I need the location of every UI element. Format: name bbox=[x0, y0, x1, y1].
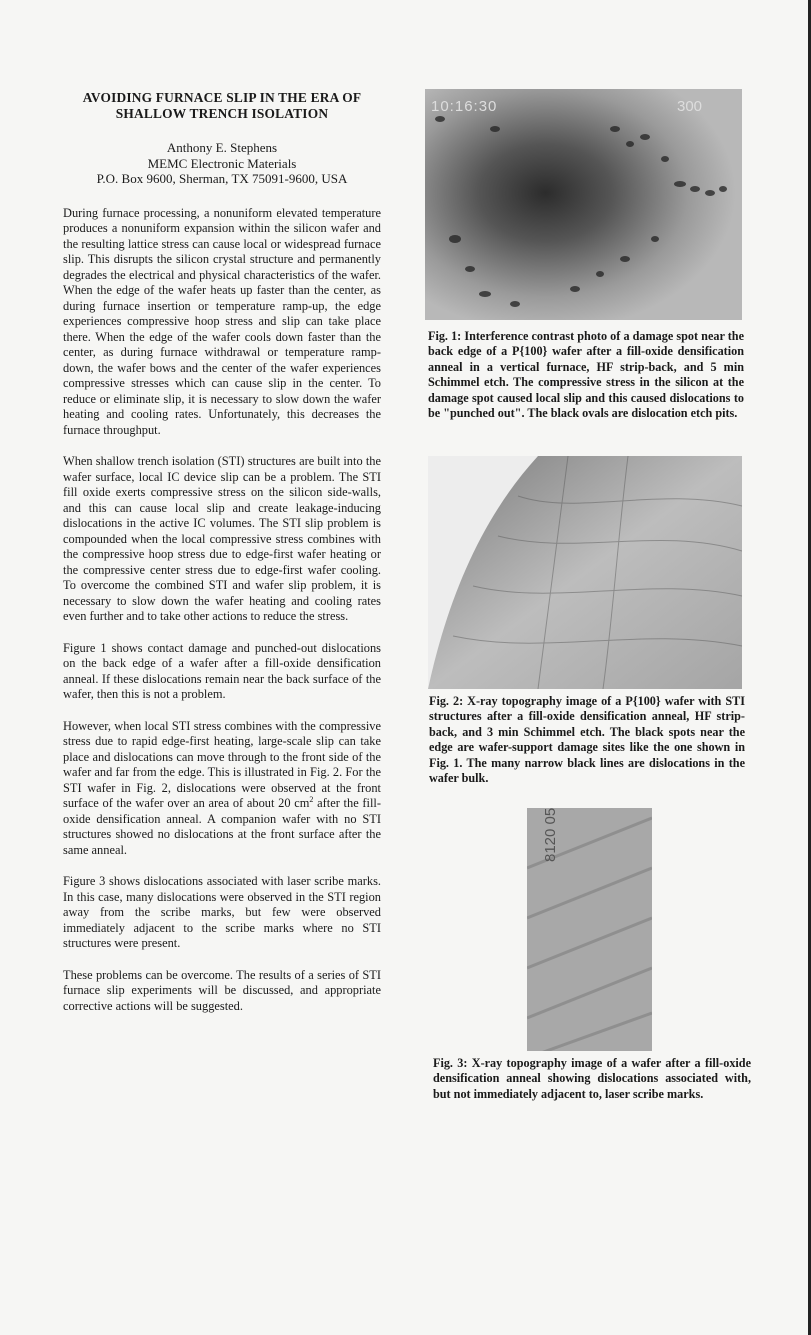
author-name: Anthony E. Stephens bbox=[166, 140, 278, 155]
figure-3-image bbox=[527, 808, 652, 1051]
figure-1-overlay-left: 10:16:30 bbox=[431, 98, 498, 115]
paragraph-5: Figure 3 shows dislocations associated with laser scribe marks. In this case, many dislocations were observed in the STI region away from the scribe marks, but few were observed immediately adjacent to the scribe marks where no STI structures were present. bbox=[63, 874, 381, 950]
paragraph-4-text-a: However, when local STI stress combines with the compressive stress due to rapid edge-first heating, large-scale slip can take place and dislocations can move through to the front side of the wafer and far from the edge. This is illustrated in Fig. 2. For the STI wafer in Fig. 2, dislocations were observed at the front surface of the wafer over an area of about 20 cm bbox=[63, 718, 381, 810]
figure-2-caption: Fig. 2: X-ray topography image of a P{100} wafer with STI structures after a fill-oxide densification anneal, HF strip-back, and 3 min Schimmel etch. The black spots near the edge are wafer-support damage sites like the one shown in Fig. 1. The many narrow black lines are dislocations in the wafer bulk. bbox=[429, 694, 745, 786]
figure-1-image bbox=[425, 89, 742, 320]
figure-2-topograph bbox=[428, 456, 742, 689]
figure-3-topograph bbox=[527, 808, 652, 1051]
text-column bbox=[63, 90, 381, 1014]
paragraph-3: Figure 1 shows contact damage and punched-out dislocations on the back edge of a wafer after a fill-oxide densification anneal. If these dislocations remain near the back surface of the wafer, then this is not a problem. bbox=[63, 640, 381, 701]
figure-3-overlay: 8120 05 bbox=[542, 808, 559, 862]
affiliation: MEMC Electronic Materials bbox=[147, 155, 297, 171]
paper-title bbox=[63, 90, 381, 122]
author-block bbox=[63, 140, 381, 187]
paragraph-2: When shallow trench isolation (STI) structures are built into the wafer surface, local IC device slip can be a problem. The STI fill oxide exerts compressive stress on the silicon side-walls, and this can cause local slip and create leakage-inducing dislocations in the active IC volumes. The STI slip problem is compounded when the local compressive stress combines with the compressive hoop stress due to edge-first wafer heating or the compressive center stress due to edge-first wafer cooling. To overcome the combined STI and wafer slip problem, it is necessary to slow down the wafer heating and cooling rates even further and to take other actions to reduce the stress. bbox=[63, 454, 381, 623]
paragraph-6: These problems can be overcome. The results of a series of STI furnace slip experiments will be discussed, and appropriate corrective actions will be suggested. bbox=[63, 967, 381, 1013]
figure-1-caption: Fig. 1: Interference contrast photo of a damage spot near the back edge of a P{100} wafer after a fill-oxide densification anneal in a vertical furnace, HF strip-back, and 5 min Schimmel etch. The compressive stress in the silicon at the damage spot caused local slip and this caused dislocations to be "punched out". The black ovals are dislocation etch pits. bbox=[428, 329, 744, 421]
figure-1-overlay-right: 300 bbox=[677, 98, 703, 115]
paragraph-1: During furnace processing, a nonuniform elevated temperature produces a nonuniform expansion within the silicon wafer and the resulting lattice stress can cause local or widespread furnace slip. This disrupts the silicon crystal structure and permanently degrades the electrical and physical characteristics of the wafer. When the edge of the wafer heats up faster than the center, as during furnace insertion or temperature ramp-up, the edge experiences compressive hoop stress and slip can take place there. When the edge of the wafer cools down faster than the center, as during furnace withdrawal or temperature ramp-down, the wafer bows and the center of the wafer experiences compressive stresses which can cause slip in the center. To reduce or eliminate slip, it is necessary to slow down the wafer heating and cooling rates. Unfortunately, this decreases the furnace throughput. bbox=[63, 205, 381, 437]
title-line-2: SHALLOW TRENCH ISOLATION bbox=[115, 106, 329, 121]
figure-1-photo bbox=[425, 89, 742, 320]
paragraph-4-text-b: after the fill-oxide densification anneal. A companion wafer with no STI structures showed no dislocations at the front surface after the same anneal. bbox=[63, 796, 381, 857]
title-line-1: AVOIDING FURNACE SLIP IN THE ERA OF bbox=[82, 90, 362, 105]
address: P.O. Box 9600, Sherman, TX 75091-9600, USA bbox=[96, 171, 348, 186]
superscript: 2 bbox=[309, 794, 314, 804]
figure-3-caption: Fig. 3: X-ray topography image of a wafer after a fill-oxide densification anneal showing dislocations associated with, but not immediately adjacent to, laser scribe marks. bbox=[433, 1056, 751, 1101]
figure-2-image bbox=[428, 456, 742, 689]
paragraph-4 bbox=[63, 719, 381, 859]
